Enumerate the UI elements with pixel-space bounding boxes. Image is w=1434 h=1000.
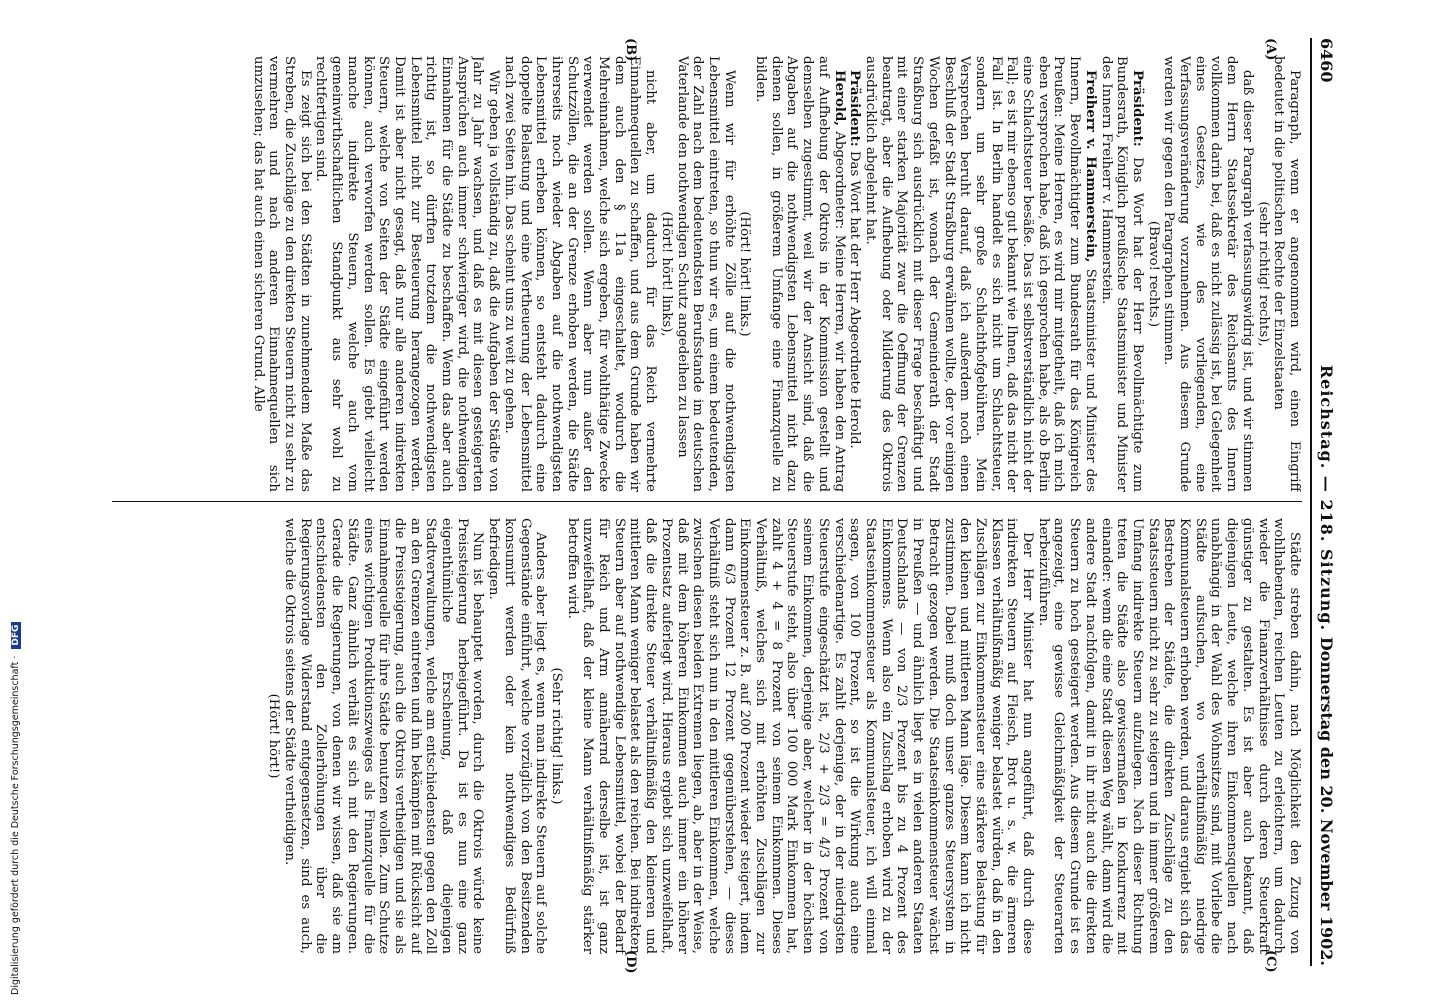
dfg-logo-icon: DFG — [11, 622, 21, 649]
paragraph-text: (Hört! hört! links.) — [737, 211, 753, 337]
paragraph-text: Abgeordneter: Meine Herren, wir haben den Antrag auf Aufhebung der Oktrois in der Kommission gestellt und demselben zugestimmt, weil wir der Ansicht sind, daß die Abgaben auf die nothwendigsten Lebensmittel nicht dazu dienen sollen, in größerem Umfange eine Finanzquelle zu bilden. — [753, 56, 847, 492]
paragraph-text: daß dieser Paragraph verfassungswidrig ist, und wir stimmen dem Herrn Staatssekretär des Reichsamts des Innern vollkommen darin bei, daß es nicht zulässig ist, bei Gelegenheit eines Gesetzes, wie des vorliegenden, eine Verfassungsveränderung vorzunehmen. Aus diesem Grunde werden wir gegen den Paragraphen stimmen. — [1161, 56, 1255, 492]
paragraph — [485, 518, 548, 954]
paragraph — [1098, 56, 1145, 492]
paragraph — [862, 56, 1098, 492]
paragraph-text: Wenn wir für erhöhte Zölle auf die nothwendigsten Lebensmittel eintreten, so thun wir es, um einem bedeutenden, der Zahl nach dem bedeutendsten Berufsstande im deutschen Vaterlande den nothwendigen Schutz angedeihen zu lassen — [674, 56, 737, 492]
paragraph-text: Staatsminister und Minister des Innern, Bevollmächtigter zum Bundesrath für das Königreich Preußen: Meine Herren, es wird mir mitgetheilt, daß ich mich eben versprochen habe, daß ich gesprochen habe, als ob Berlin eine Schlachtsteuer besäße. Das ist selbstverständlich nicht der Fall; es ist mir ebenso gut bekannt wie Ihnen, daß das nicht der Fall ist. In Berlin handelt es sich nicht um Schlachtsteuer, sondern um sehr große Schlachthofgebühren. Mein Versprechen beruht darauf, daß ich außerdem noch einen Beschluß der Stadt Straßburg erwähnen wollte, der vor einigen Wochen gefaßt ist, wonach der Gemeinderath der Stadt Straßburg sich ausdrücklich mit dieser Frage beschäftigt und mit einer starken Majorität zwar die Oeffnung der Grenzen beantragt, aber die Aufhebung oder Milderung des Oktrois ausdrücklich abgelehnt hat. — [863, 56, 1098, 492]
interjection — [548, 518, 564, 954]
margin-mark-a: (A) — [1263, 38, 1278, 61]
left-column — [112, 56, 1302, 492]
paragraph-text: Das Wort hat der Herr Abgeordnete Herold. — [847, 150, 863, 449]
header-rule — [1310, 38, 1312, 966]
paragraph-text: Wir geben ja vollständig zu, daß die Aufgaben der Städte von Jahr zu Jahr wachsen, und daß es mit diesen gesteigerten Ansprüchen auch immer schwieriger wird, die nothwendigen Einnahmen für die Städte zu beschaffen. Wenn das aber auch richtig ist, so dürften trotzdem die nothwendigsten Lebensmittel nicht zur Besteuerung herangezogen werden. Damit ist aber nicht gesagt, daß nur alle anderen indirekten Steuern, welche von Seiten der Städte eingeführt werden können, auch verworfen werden sollen. Es giebt vielleicht manche indirekte Steuern, welche auch vom gemeinwirthschaftlichen Standpunkt aus sehr wohl zu rechtfertigen sind. — [313, 56, 502, 492]
paragraph — [313, 56, 501, 492]
paragraph-text: Paragraph, wenn er angenommen wird, einen Eingriff bedeutet in die politischen Rechte der Einzelstaaten — [1271, 56, 1302, 492]
speaker-name: Herold, — [831, 70, 847, 126]
paragraph-text: (Hört! hört! links), — [658, 211, 674, 337]
paragraph-text: Es zeigt sich bei den Städten in zunehmendem Maße das Streben, die Zuschläge zu den direkten Steuern nicht zu sehr zu vermehren und nach anderen Einnahmequellen sich umzusehen; das hat auch einen sicheren Grund. Alle — [250, 56, 313, 492]
paragraph-text: (Hört! hört!) — [266, 693, 282, 779]
paragraph — [847, 56, 863, 492]
speaker-name: Freiherr v. Hammerstein, — [1082, 70, 1098, 263]
digitization-credit — [10, 5, 21, 995]
paragraph — [281, 518, 485, 954]
paragraph-text: Städte streben dahin, nach Möglichkeit den Zuzug von wohlhabenden, reichen Leuten zu erleichtern, um dadurch wieder die Finanzverhältnisse durch deren Steuerkraft günstiger zu gestalten. Es ist aber auch bekannt, daß diejenigen Leute, welche ihren Einkommensquellen nach unabhängig in der Wahl des Wohnsitzes sind, mit Vorliebe die Städte aufsuchen, wo verhältnißmäßig niedrige Kommunalsteuern erhoben werden, und daraus ergiebt sich das Bestreben der Städte, die direkten Zuschläge zu den Staatssteuern nicht zu sehr zu steigern und in immer größerem Umfang indirekte Steuern aufzulegen. Nach dieser Richtung treten die Städte also gewissermaßen in Konkurrenz mit einander: wenn die eine Stadt diesen Weg wählt, dann wird die andere Stadt nachfolgen, damit in ihr nicht auch die direkten Steuern zu hoch gesteigert werden. Aus diesem Grunde ist es angezeigt, eine gewisse Gleichmäßigkeit der Steuerarten herbeizuführen. — [1035, 518, 1302, 954]
interjection — [1255, 56, 1271, 492]
paragraph-text: (sehr richtig! rechts), — [1255, 201, 1271, 347]
paragraph — [250, 56, 313, 492]
paragraph — [564, 518, 1035, 954]
paragraph-text: Nun ist behauptet worden, durch die Oktrois würde keine Preissteigerung herbeigeführt. Da ist es nun eine ganz eigenthümliche Erscheinung, daß diejenigen Stadtverwaltungen, welche am entschiedensten gegen den Zoll an den Grenzen eintreten und ihn bekämpfen mit Rücksicht auf die Preissteigerung, auch die Oktrois vertheidigen und sie als Einnahmequelle für ihre Städte benutzen wollen. Zum Schutze eines wichtigen Produktionszweiges als Finanzquelle für die Städte. Ganz ähnlich verhält es sich mit den Regierungen. Gerade die Regierungen, von denen wir wissen, daß sie am entschiedensten den Zollerhöhungen über die Regierungsvorlage Widerstand entgegensetzen, sind es auch, welche die Oktrois seitens der Städte vertheidigen. — [282, 518, 486, 954]
paragraph-text: Der Herr Minister hat nun angeführt, daß durch diese indirekten Steuern auf Fleisch, Brot u. s. w. die ärmeren Klassen verhältnißmäßig weniger belastet würden, daß in den Zuschlägen zur Einkommensteuer eine stärkere Belastung für den kleinen und mittleren Mann läge. Diesem kann ich nicht zustimmen. Dabei muß doch unser ganzes Steuersystem in Betracht gezogen werden. Die Staatseinkommensteuer wächst in Preußen — und ähnlich liegt es in vielen anderen Staaten Deutschlands — von 2/3 Prozent bis zu 4 Prozent des Einkommens. Wenn also ein Zuschlag erhoben wird zu der Staatseinkommensteuer als Kommunalsteuer, ich will einmal sagen, von 100 Prozent, so ist die Wirkung auch eine verschiedenartige. Es zahlt derjenige, der in der niedrigsten Steuerstufe eingeschätzt ist, 2/3 + 2/3 = 4/3 Prozent von seinem Einkommen, derjenige aber, welcher in der höchsten Steuerstufe steht, also über 100 000 Mark Einkommen hat, zahlt 4 + 4 = 8 Prozent von seinem Einkommen. Dieses Verhältniß, welches sich mit erhöhten Zuschlägen zur Einkommensteuer z. B. auf 200 Prozent wieder steigert, indem dann 6/3 Prozent 12 Prozent gegenüberstehen, — dieses Verhältniß steht sich nun in den mittleren Einkommen, welche zwischen diesen beiden Extremen liegen, ab, aber in der Weise, daß mit dem höheren Einkommen auch immer ein höherer Prozentsatz auferlegt wird. Hieraus ergiebt sich unzweifelhaft, daß die direkte Steuer verhältnißmäßig den kleineren und mittleren Mann weniger belastet als den reichen. Bei indirekten Steuern aber auf nothwendige Lebensmittel, wobei der Bedarf für Reich und Arm annähernd derselbe ist, ist ganz unzweifelhaft, daß der kleine Mann verhältnißmäßig stärker betroffen wird. — [564, 518, 1036, 954]
paragraph — [1271, 56, 1302, 492]
margin-mark-b: (B) — [623, 38, 638, 62]
column-divider — [112, 501, 1302, 502]
paragraph-text: nicht aber, um dadurch für das Reich vermehrte Einnahmequellen zu schaffen, und aus dem Grunde haben wir dem auch den § 11a eingeschaltet, wodurch die Mehreinnahmen, welche sich ergeben, für wohlthätige Zwecke verwendet werden sollen. Wenn aber nun außer den Schutzzöllen, die an der Grenze erhoben werden, die Städte ihrerseits noch wieder Abgaben auf die nothwendigsten Lebensmittel erheben können, so entsteht dadurch eine doppelte Belastung und eine Vertheuerung der Lebensmittel nach zwei Seiten hin. Das scheint uns zu weit zu gehen. — [501, 56, 659, 492]
paragraph — [1161, 56, 1255, 492]
speaker-name: Präsident: — [847, 70, 863, 147]
document-page — [92, 38, 1338, 974]
session-date: Donnerstag den 20. November 1902. — [1317, 636, 1336, 966]
paragraph — [674, 56, 737, 492]
interjection — [266, 518, 282, 954]
margin-mark-d: (D) — [623, 950, 638, 974]
paragraph-text: (Bravo! rechts.) — [1145, 220, 1161, 328]
paragraph-text: (Sehr richtig! links.) — [548, 667, 564, 805]
interjection — [737, 56, 753, 492]
running-title: Reichstag. — 218. Sitzung. — [1317, 364, 1336, 632]
paragraph-text: Anders aber liegt es, wenn man indirekte Steuern auf solche Gegenstände einführt, welche vorzüglich von den Besitzenden konsumirt werden oder kein nothwendiges Bedürfniß befriedigen. — [486, 518, 549, 954]
page-number: 6460 — [1317, 38, 1336, 83]
right-column — [112, 518, 1302, 954]
speaker-name: Präsident: — [1129, 70, 1145, 147]
interjection — [1145, 56, 1161, 492]
margin-mark-c: (C) — [1263, 950, 1278, 973]
paragraph — [752, 56, 846, 492]
page-header — [1310, 38, 1338, 966]
paragraph-text: Das Wort hat der Herr Bevollmächtigte zum Bundesrath, Königlich preußische Staatsminister und Minister des Innern Freiherr v. Hammerstein. — [1098, 56, 1145, 492]
interjection — [658, 56, 674, 492]
credit-text: Digitalisierung gefördert durch die Deutsche Forschungsgemeinschaft · — [10, 655, 21, 995]
paragraph — [1035, 518, 1302, 954]
paragraph — [501, 56, 658, 492]
